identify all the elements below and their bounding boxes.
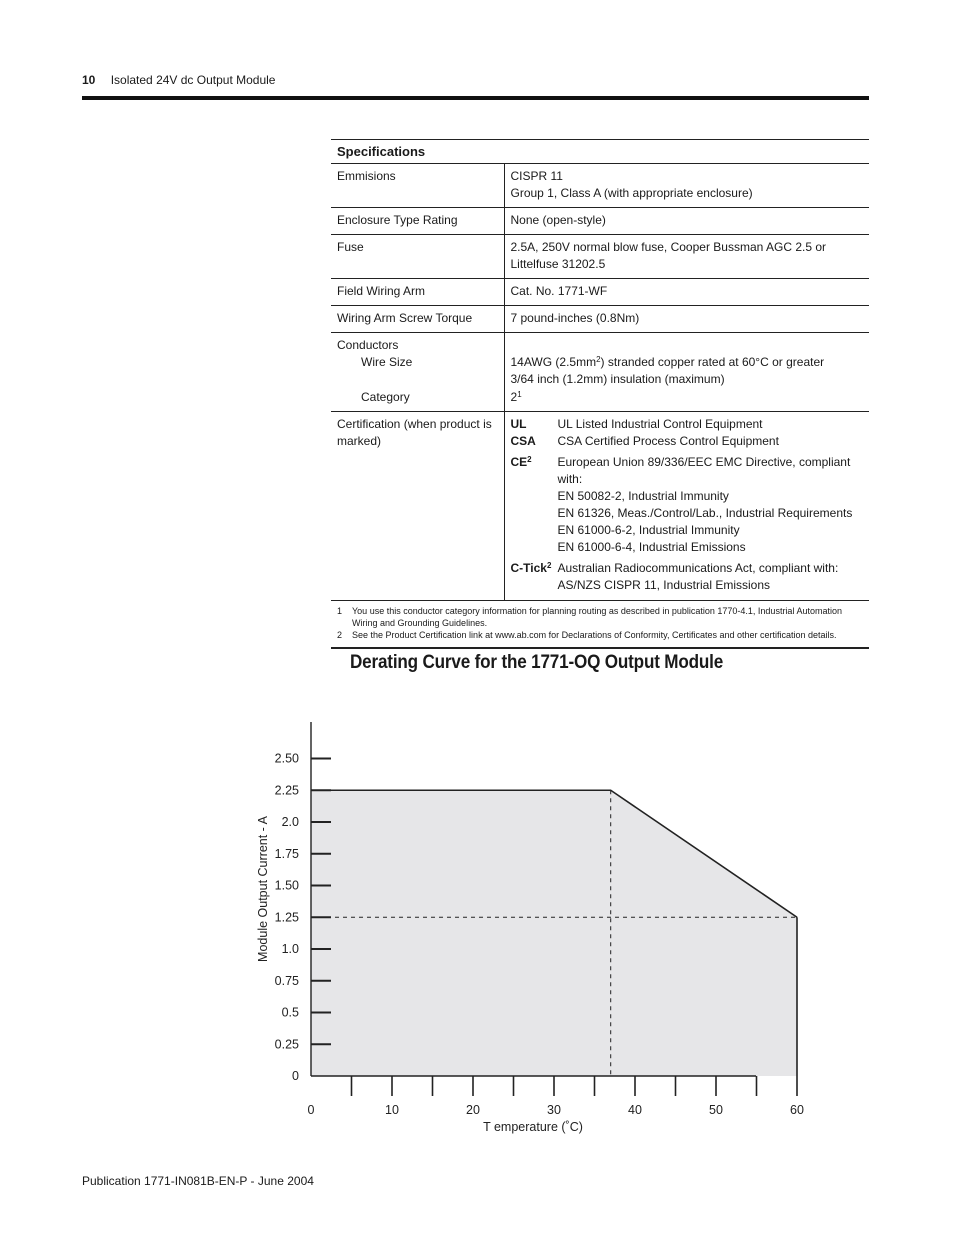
cert-key bbox=[511, 454, 558, 556]
wire-size-text: ) stranded copper rated at 60°C or greater bbox=[600, 355, 825, 369]
cert-ctick bbox=[511, 560, 864, 594]
conductors-label: Conductors bbox=[337, 338, 399, 352]
row-label: Wiring Arm Screw Torque bbox=[331, 306, 504, 333]
row-value bbox=[504, 164, 869, 208]
footnote-number: 2 bbox=[337, 630, 343, 640]
table-heading: Specifications bbox=[331, 140, 869, 164]
y-tick-label: 0 bbox=[292, 1069, 299, 1083]
cert-line: EN 61000-6-4, Industrial Emissions bbox=[557, 540, 746, 554]
specifications-table bbox=[331, 139, 869, 649]
footnote bbox=[337, 605, 863, 629]
row-value: None (open-style) bbox=[504, 208, 869, 235]
row-label: Enclosure Type Rating bbox=[331, 208, 504, 235]
derating-area bbox=[311, 790, 797, 1076]
row-value bbox=[504, 333, 869, 412]
header-rule bbox=[82, 96, 869, 100]
footnotes bbox=[331, 601, 869, 649]
x-tick-label: 0 bbox=[307, 1103, 315, 1117]
table-row-conductors bbox=[331, 333, 869, 412]
cert-key-text: C-Tick bbox=[510, 561, 547, 575]
cert-line: AS/NZS CISPR 11, Industrial Emissions bbox=[557, 578, 771, 592]
row-label: Certification (when product is marked) bbox=[331, 412, 504, 601]
cert-csa bbox=[511, 433, 864, 450]
x-tick-label: 30 bbox=[547, 1103, 561, 1117]
superscript: 2 bbox=[596, 355, 601, 364]
x-tick-label: 10 bbox=[385, 1103, 399, 1117]
page-header bbox=[82, 73, 275, 87]
footnote-ref: 2 bbox=[527, 455, 532, 464]
page-number: 10 bbox=[82, 73, 96, 87]
table-row bbox=[331, 208, 869, 235]
section-title: Derating Curve for the 1771-OQ Output Module bbox=[350, 652, 724, 673]
table-row-certification bbox=[331, 412, 869, 601]
table-row bbox=[331, 235, 869, 279]
row-value: 7 pound-inches (0.8Nm) bbox=[504, 306, 869, 333]
cert-key bbox=[511, 560, 558, 594]
cert-text: CSA Certified Process Control Equipment bbox=[557, 434, 779, 448]
wire-size-label: Wire Size bbox=[361, 355, 413, 369]
row-label bbox=[331, 333, 504, 412]
insulation-value: 3/64 inch (1.2mm) insulation (maximum) bbox=[510, 372, 725, 386]
x-tick-label: 20 bbox=[466, 1103, 480, 1117]
cert-ce bbox=[511, 454, 864, 556]
table-row bbox=[331, 164, 869, 208]
y-tick-label: 0.5 bbox=[281, 1005, 299, 1020]
running-title: Isolated 24V dc Output Module bbox=[110, 73, 276, 87]
footnote-text: You use this conductor category information for planning routing as described in publication 1770-4.1, Industrial Automation Wiring and Grounding Guidelines. bbox=[352, 606, 842, 628]
footnote bbox=[337, 629, 863, 641]
y-tick-label: 0.75 bbox=[274, 973, 299, 988]
cert-key: CSA bbox=[510, 434, 536, 448]
x-tick-label: 40 bbox=[628, 1103, 642, 1117]
cert-line: EN 61326, Meas./Control/Lab., Industrial Requirements bbox=[557, 506, 853, 520]
category-number: 2 bbox=[510, 390, 518, 404]
row-label: Field Wiring Arm bbox=[331, 279, 504, 306]
wire-size-value bbox=[511, 354, 864, 371]
table-row bbox=[331, 279, 869, 306]
x-tick-label: 60 bbox=[790, 1103, 804, 1117]
footnote-ref: 2 bbox=[546, 561, 552, 570]
y-tick-label: 1.75 bbox=[274, 846, 299, 861]
cert-ul bbox=[511, 416, 864, 433]
footnote-text: See the Product Certification link at www.ab.com for Declarations of Conformity, Certificates and other certification details. bbox=[352, 630, 837, 640]
cert-key: UL bbox=[510, 417, 527, 431]
row-value: 2.5A, 250V normal blow fuse, Cooper Bussman AGC 2.5 or Littelfuse 31202.5 bbox=[504, 235, 869, 279]
cert-key-text: CE bbox=[510, 455, 528, 469]
footnote-ref: 1 bbox=[517, 390, 522, 399]
derating-chart bbox=[240, 712, 840, 1142]
y-tick-label: 0.25 bbox=[274, 1037, 299, 1052]
cert-line: EN 61000-6-2, Industrial Immunity bbox=[557, 523, 740, 537]
page-footer: Publication 1771-IN081B-EN-P - June 2004 bbox=[82, 1174, 314, 1188]
footnotes-row bbox=[331, 601, 869, 649]
footnote-number: 1 bbox=[337, 606, 343, 616]
wire-size-text: 14AWG (2.5mm bbox=[510, 355, 597, 369]
y-tick-label: 2.0 bbox=[281, 815, 299, 829]
cert-text: UL Listed Industrial Control Equipment bbox=[557, 417, 763, 431]
x-tick-label: 50 bbox=[709, 1103, 723, 1117]
y-tick-label: 2.50 bbox=[274, 751, 299, 766]
row-label: Emmisions bbox=[331, 164, 504, 208]
cert-line: EN 50082-2, Industrial Immunity bbox=[557, 489, 729, 503]
y-tick-label: 1.25 bbox=[274, 910, 299, 925]
row-value bbox=[504, 412, 869, 601]
table-row bbox=[331, 306, 869, 333]
row-value: Cat. No. 1771-WF bbox=[504, 279, 869, 306]
cert-text bbox=[558, 454, 864, 556]
category-label: Category bbox=[361, 390, 410, 404]
value-line: CISPR 11 bbox=[510, 169, 563, 183]
y-tick-label: 2.25 bbox=[274, 783, 299, 798]
cert-line: European Union 89/336/EEC EMC Directive, compliant with: bbox=[557, 455, 851, 486]
y-tick-label: 1.50 bbox=[274, 878, 299, 893]
y-tick-label: 1.0 bbox=[281, 942, 299, 956]
cert-text bbox=[558, 560, 864, 594]
value-line: Group 1, Class A (with appropriate enclosure) bbox=[510, 186, 753, 200]
x-axis-title: T emperature (˚C) bbox=[483, 1120, 583, 1134]
row-label: Fuse bbox=[331, 235, 504, 279]
category-value bbox=[511, 389, 864, 406]
y-axis-title: Module Output Current - A bbox=[256, 816, 270, 962]
cert-line: Australian Radiocommunications Act, compliant with: bbox=[557, 561, 839, 575]
